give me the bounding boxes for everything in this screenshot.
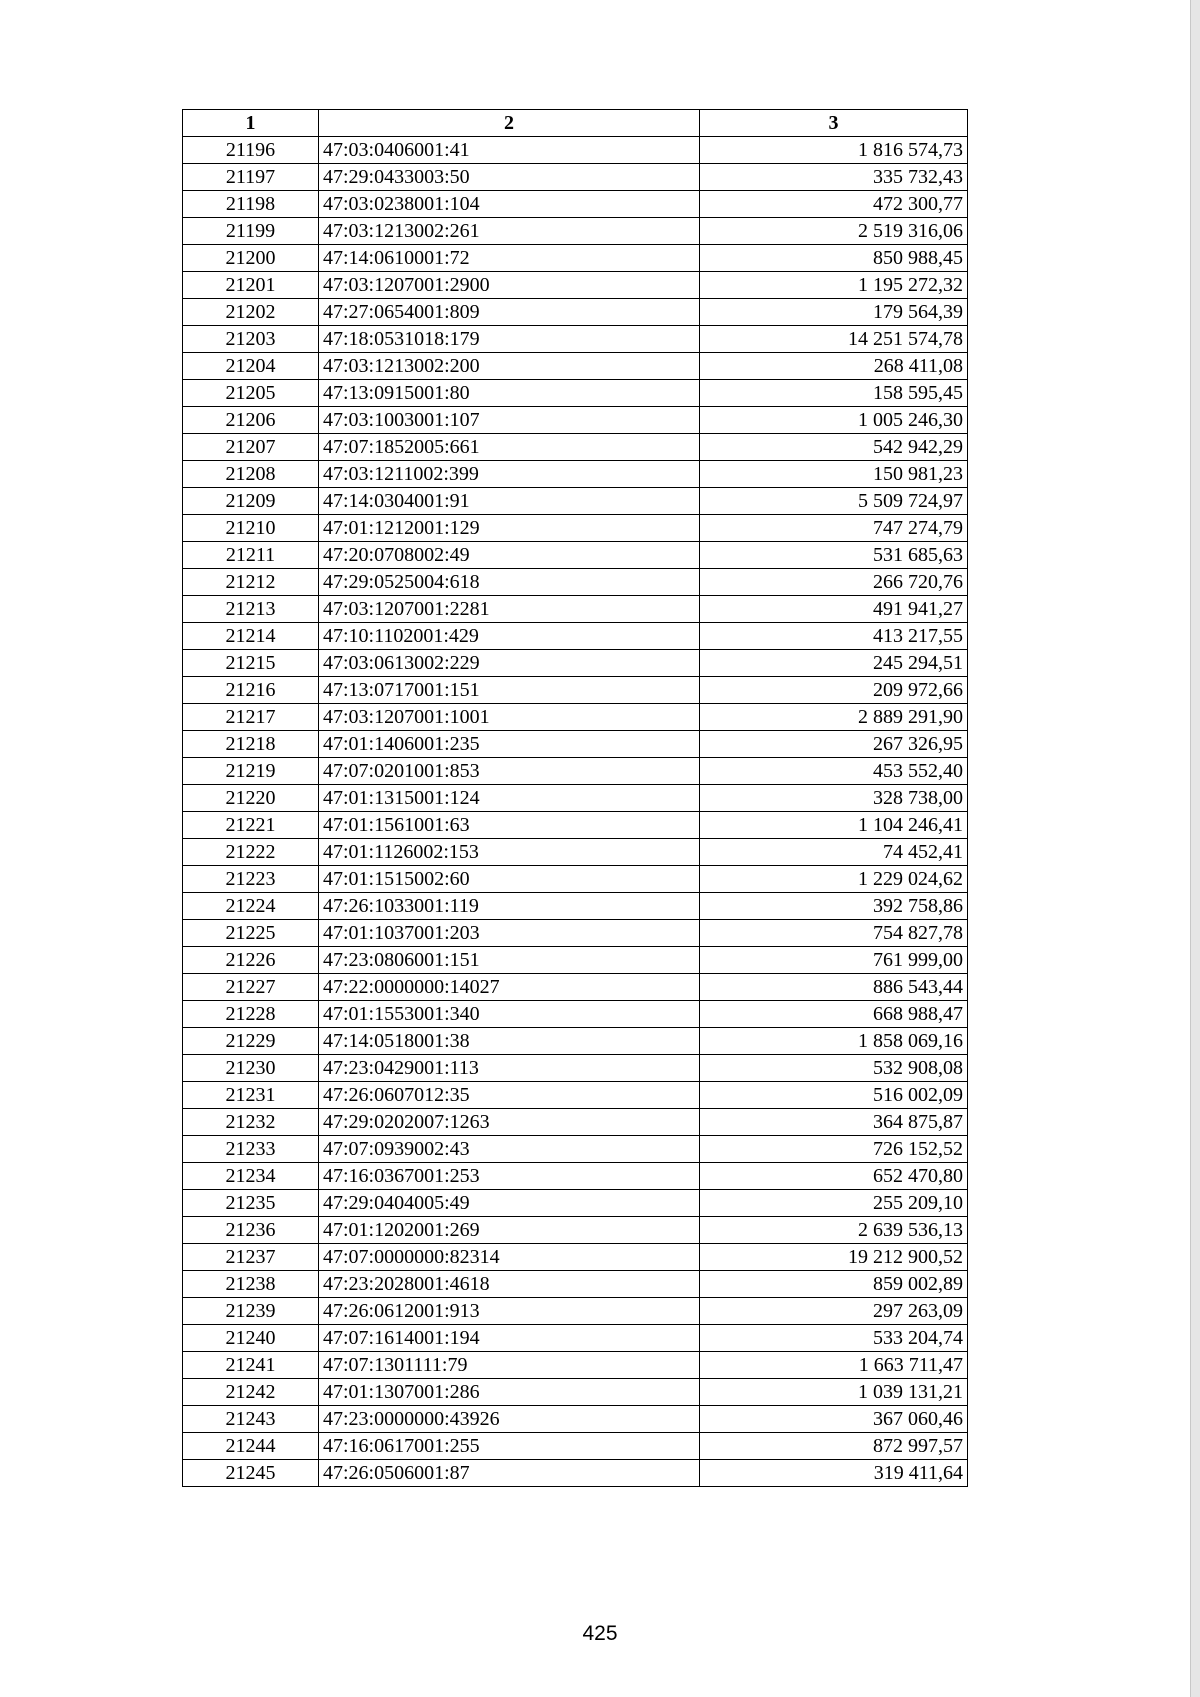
- cadastral-number-cell: 47:07:1301111:79: [319, 1352, 700, 1379]
- cadastral-number-cell: 47:03:1211002:399: [319, 461, 700, 488]
- cadastral-number-cell: 47:03:1207001:1001: [319, 704, 700, 731]
- value-cell: 2 519 316,06: [700, 218, 968, 245]
- row-number-cell: 21213: [183, 596, 319, 623]
- table-row: [183, 1298, 968, 1325]
- row-number-cell: 21228: [183, 1001, 319, 1028]
- value-cell: 1 229 024,62: [700, 866, 968, 893]
- table-row: [183, 245, 968, 272]
- row-number-cell: 21215: [183, 650, 319, 677]
- table-row: [183, 1136, 968, 1163]
- value-cell: 1 195 272,32: [700, 272, 968, 299]
- cadastral-number-cell: 47:27:0654001:809: [319, 299, 700, 326]
- value-cell: 267 326,95: [700, 731, 968, 758]
- cadastral-number-cell: 47:01:1126002:153: [319, 839, 700, 866]
- value-cell: 1 858 069,16: [700, 1028, 968, 1055]
- row-number-cell: 21244: [183, 1433, 319, 1460]
- cadastral-number-cell: 47:13:0915001:80: [319, 380, 700, 407]
- cadastral-number-cell: 47:26:1033001:119: [319, 893, 700, 920]
- row-number-cell: 21219: [183, 758, 319, 785]
- cadastral-number-cell: 47:07:1614001:194: [319, 1325, 700, 1352]
- row-number-cell: 21202: [183, 299, 319, 326]
- cadastral-number-cell: 47:26:0607012:35: [319, 1082, 700, 1109]
- value-cell: 668 988,47: [700, 1001, 968, 1028]
- row-number-cell: 21201: [183, 272, 319, 299]
- cadastral-number-cell: 47:14:0610001:72: [319, 245, 700, 272]
- table-row: [183, 542, 968, 569]
- table-body: [183, 137, 968, 1487]
- value-cell: 209 972,66: [700, 677, 968, 704]
- value-cell: 1 039 131,21: [700, 1379, 968, 1406]
- value-cell: 245 294,51: [700, 650, 968, 677]
- row-number-cell: 21238: [183, 1271, 319, 1298]
- table-row: [183, 1379, 968, 1406]
- value-cell: 532 908,08: [700, 1055, 968, 1082]
- table-row: [183, 299, 968, 326]
- row-number-cell: 21225: [183, 920, 319, 947]
- row-number-cell: 21200: [183, 245, 319, 272]
- cadastral-number-cell: 47:01:1406001:235: [319, 731, 700, 758]
- row-number-cell: 21196: [183, 137, 319, 164]
- table-row: [183, 1460, 968, 1487]
- value-cell: 74 452,41: [700, 839, 968, 866]
- row-number-cell: 21217: [183, 704, 319, 731]
- value-cell: 392 758,86: [700, 893, 968, 920]
- row-number-cell: 21226: [183, 947, 319, 974]
- value-cell: 1 816 574,73: [700, 137, 968, 164]
- cadastral-number-cell: 47:23:0000000:43926: [319, 1406, 700, 1433]
- value-cell: 531 685,63: [700, 542, 968, 569]
- cadastral-number-cell: 47:07:0000000:82314: [319, 1244, 700, 1271]
- row-number-cell: 21243: [183, 1406, 319, 1433]
- row-number-cell: 21242: [183, 1379, 319, 1406]
- value-cell: 1 005 246,30: [700, 407, 968, 434]
- value-cell: 859 002,89: [700, 1271, 968, 1298]
- cadastral-number-cell: 47:03:1213002:261: [319, 218, 700, 245]
- table-row: [183, 218, 968, 245]
- row-number-cell: 21205: [183, 380, 319, 407]
- table-row: [183, 1406, 968, 1433]
- row-number-cell: 21227: [183, 974, 319, 1001]
- cadastral-number-cell: 47:23:0429001:113: [319, 1055, 700, 1082]
- value-cell: 472 300,77: [700, 191, 968, 218]
- table-row: [183, 812, 968, 839]
- row-number-cell: 21235: [183, 1190, 319, 1217]
- value-cell: 850 988,45: [700, 245, 968, 272]
- cadastral-number-cell: 47:01:1307001:286: [319, 1379, 700, 1406]
- row-number-cell: 21212: [183, 569, 319, 596]
- value-cell: 19 212 900,52: [700, 1244, 968, 1271]
- cadastral-number-cell: 47:16:0367001:253: [319, 1163, 700, 1190]
- table-row: [183, 650, 968, 677]
- table-row: [183, 353, 968, 380]
- value-cell: 335 732,43: [700, 164, 968, 191]
- row-number-cell: 21210: [183, 515, 319, 542]
- table-row: [183, 380, 968, 407]
- table-row: [183, 407, 968, 434]
- table-row: [183, 137, 968, 164]
- row-number-cell: 21223: [183, 866, 319, 893]
- value-cell: 533 204,74: [700, 1325, 968, 1352]
- cadastral-number-cell: 47:03:1003001:107: [319, 407, 700, 434]
- cadastral-number-cell: 47:23:2028001:4618: [319, 1271, 700, 1298]
- cadastral-number-cell: 47:26:0612001:913: [319, 1298, 700, 1325]
- cadastral-number-cell: 47:01:1315001:124: [319, 785, 700, 812]
- column-header-2: 2: [319, 110, 700, 137]
- row-number-cell: 21233: [183, 1136, 319, 1163]
- value-cell: 297 263,09: [700, 1298, 968, 1325]
- table-row: [183, 461, 968, 488]
- cadastral-number-cell: 47:29:0202007:1263: [319, 1109, 700, 1136]
- cadastral-number-cell: 47:07:0939002:43: [319, 1136, 700, 1163]
- cadastral-number-cell: 47:01:1202001:269: [319, 1217, 700, 1244]
- value-cell: 367 060,46: [700, 1406, 968, 1433]
- table-row: [183, 569, 968, 596]
- value-cell: 761 999,00: [700, 947, 968, 974]
- row-number-cell: 21239: [183, 1298, 319, 1325]
- table-row: [183, 704, 968, 731]
- table-row: [183, 947, 968, 974]
- row-number-cell: 21220: [183, 785, 319, 812]
- table-row: [183, 866, 968, 893]
- row-number-cell: 21232: [183, 1109, 319, 1136]
- table-row: [183, 677, 968, 704]
- registry-table: [182, 109, 968, 1487]
- value-cell: 158 595,45: [700, 380, 968, 407]
- table-row: [183, 731, 968, 758]
- row-number-cell: 21240: [183, 1325, 319, 1352]
- table-row: [183, 1325, 968, 1352]
- row-number-cell: 21230: [183, 1055, 319, 1082]
- row-number-cell: 21241: [183, 1352, 319, 1379]
- value-cell: 516 002,09: [700, 1082, 968, 1109]
- table-row: [183, 974, 968, 1001]
- table-row: [183, 272, 968, 299]
- cadastral-number-cell: 47:26:0506001:87: [319, 1460, 700, 1487]
- row-number-cell: 21211: [183, 542, 319, 569]
- table-row: [183, 785, 968, 812]
- value-cell: 179 564,39: [700, 299, 968, 326]
- value-cell: 747 274,79: [700, 515, 968, 542]
- cadastral-number-cell: 47:03:1207001:2900: [319, 272, 700, 299]
- value-cell: 328 738,00: [700, 785, 968, 812]
- row-number-cell: 21203: [183, 326, 319, 353]
- cadastral-number-cell: 47:03:0613002:229: [319, 650, 700, 677]
- table-row: [183, 839, 968, 866]
- table-row: [183, 1433, 968, 1460]
- cadastral-number-cell: 47:03:1207001:2281: [319, 596, 700, 623]
- cadastral-number-cell: 47:23:0806001:151: [319, 947, 700, 974]
- row-number-cell: 21236: [183, 1217, 319, 1244]
- row-number-cell: 21237: [183, 1244, 319, 1271]
- cadastral-number-cell: 47:01:1037001:203: [319, 920, 700, 947]
- table-row: [183, 1271, 968, 1298]
- row-number-cell: 21229: [183, 1028, 319, 1055]
- table-row: [183, 1082, 968, 1109]
- row-number-cell: 21222: [183, 839, 319, 866]
- row-number-cell: 21234: [183, 1163, 319, 1190]
- value-cell: 266 720,76: [700, 569, 968, 596]
- row-number-cell: 21198: [183, 191, 319, 218]
- table-row: [183, 488, 968, 515]
- cadastral-number-cell: 47:13:0717001:151: [319, 677, 700, 704]
- value-cell: 453 552,40: [700, 758, 968, 785]
- value-cell: 652 470,80: [700, 1163, 968, 1190]
- cadastral-number-cell: 47:01:1212001:129: [319, 515, 700, 542]
- value-cell: 491 941,27: [700, 596, 968, 623]
- row-number-cell: 21209: [183, 488, 319, 515]
- row-number-cell: 21208: [183, 461, 319, 488]
- table-row: [183, 1055, 968, 1082]
- value-cell: 872 997,57: [700, 1433, 968, 1460]
- cadastral-number-cell: 47:03:0406001:41: [319, 137, 700, 164]
- cadastral-number-cell: 47:14:0518001:38: [319, 1028, 700, 1055]
- value-cell: 2 889 291,90: [700, 704, 968, 731]
- table-row: [183, 1244, 968, 1271]
- table-row: [183, 1028, 968, 1055]
- page-edge-strip: [1190, 0, 1200, 1697]
- table-row: [183, 1109, 968, 1136]
- cadastral-number-cell: 47:03:1213002:200: [319, 353, 700, 380]
- table-row: [183, 191, 968, 218]
- value-cell: 542 942,29: [700, 434, 968, 461]
- table-row: [183, 893, 968, 920]
- row-number-cell: 21204: [183, 353, 319, 380]
- value-cell: 1 663 711,47: [700, 1352, 968, 1379]
- table-row: [183, 1001, 968, 1028]
- cadastral-number-cell: 47:07:0201001:853: [319, 758, 700, 785]
- value-cell: 413 217,55: [700, 623, 968, 650]
- table-row: [183, 1163, 968, 1190]
- column-header-1: 1: [183, 110, 319, 137]
- cadastral-number-cell: 47:14:0304001:91: [319, 488, 700, 515]
- table-row: [183, 434, 968, 461]
- column-header-3: 3: [700, 110, 968, 137]
- table-row: [183, 515, 968, 542]
- cadastral-number-cell: 47:18:0531018:179: [319, 326, 700, 353]
- table-row: [183, 1190, 968, 1217]
- value-cell: 268 411,08: [700, 353, 968, 380]
- cadastral-number-cell: 47:01:1561001:63: [319, 812, 700, 839]
- value-cell: 150 981,23: [700, 461, 968, 488]
- row-number-cell: 21199: [183, 218, 319, 245]
- table-row: [183, 1217, 968, 1244]
- cadastral-number-cell: 47:29:0433003:50: [319, 164, 700, 191]
- table-row: [183, 164, 968, 191]
- row-number-cell: 21207: [183, 434, 319, 461]
- value-cell: 364 875,87: [700, 1109, 968, 1136]
- value-cell: 886 543,44: [700, 974, 968, 1001]
- table-header-row: [183, 110, 968, 137]
- table-row: [183, 920, 968, 947]
- value-cell: 14 251 574,78: [700, 326, 968, 353]
- row-number-cell: 21231: [183, 1082, 319, 1109]
- table-row: [183, 1352, 968, 1379]
- row-number-cell: 21206: [183, 407, 319, 434]
- value-cell: 319 411,64: [700, 1460, 968, 1487]
- value-cell: 5 509 724,97: [700, 488, 968, 515]
- table-row: [183, 623, 968, 650]
- cadastral-number-cell: 47:03:0238001:104: [319, 191, 700, 218]
- row-number-cell: 21221: [183, 812, 319, 839]
- table-row: [183, 326, 968, 353]
- value-cell: 754 827,78: [700, 920, 968, 947]
- cadastral-number-cell: 47:01:1515002:60: [319, 866, 700, 893]
- value-cell: 726 152,52: [700, 1136, 968, 1163]
- cadastral-number-cell: 47:01:1553001:340: [319, 1001, 700, 1028]
- cadastral-number-cell: 47:20:0708002:49: [319, 542, 700, 569]
- table-row: [183, 596, 968, 623]
- table-row: [183, 758, 968, 785]
- row-number-cell: 21224: [183, 893, 319, 920]
- row-number-cell: 21197: [183, 164, 319, 191]
- value-cell: 2 639 536,13: [700, 1217, 968, 1244]
- cadastral-number-cell: 47:22:0000000:14027: [319, 974, 700, 1001]
- page-number: 425: [582, 1622, 618, 1645]
- value-cell: 1 104 246,41: [700, 812, 968, 839]
- cadastral-number-cell: 47:29:0525004:618: [319, 569, 700, 596]
- row-number-cell: 21214: [183, 623, 319, 650]
- cadastral-number-cell: 47:29:0404005:49: [319, 1190, 700, 1217]
- row-number-cell: 21218: [183, 731, 319, 758]
- row-number-cell: 21216: [183, 677, 319, 704]
- cadastral-number-cell: 47:10:1102001:429: [319, 623, 700, 650]
- row-number-cell: 21245: [183, 1460, 319, 1487]
- cadastral-number-cell: 47:16:0617001:255: [319, 1433, 700, 1460]
- value-cell: 255 209,10: [700, 1190, 968, 1217]
- cadastral-number-cell: 47:07:1852005:661: [319, 434, 700, 461]
